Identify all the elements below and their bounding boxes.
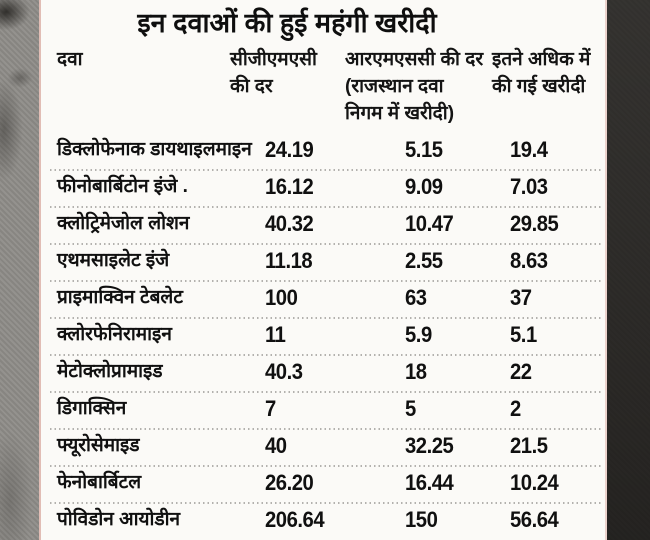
cgmsc-header-line1: सीजीएमएसी	[230, 49, 317, 70]
excess-amount-cell: 37	[510, 285, 532, 310]
table-row	[41, 210, 609, 238]
table-row	[41, 173, 609, 201]
cgmsc-rate-cell: 24.19	[265, 137, 314, 162]
rmsc-header-line1: आरएमएससी की दर	[345, 49, 484, 70]
row-separator	[50, 206, 602, 208]
price-table-card	[39, 0, 607, 540]
page-title: इन दवाओं की हुई महंगी खरीदी	[137, 8, 437, 38]
drug-name-cell: मेटोक्लोप्रामाइड	[57, 361, 163, 382]
table-row	[41, 321, 609, 349]
drug-name-cell: क्लोट्रिमेजोल लोशन	[57, 213, 190, 234]
rmsc-rate-cell: 63	[405, 285, 427, 310]
rmsc-rate-cell: 18	[405, 359, 427, 384]
background-texture-right	[607, 0, 650, 540]
drug-name-cell: डिक्लोफेनाक डायथाइलमाइन	[57, 139, 252, 160]
drug-name-cell: प्राइमाक्विन टेबलेट	[57, 287, 183, 308]
cgmsc-rate-cell: 26.20	[265, 470, 314, 495]
column-header-rmsc	[345, 46, 483, 127]
row-separator	[50, 391, 602, 393]
rmsc-rate-cell: 10.47	[405, 211, 454, 236]
column-header-drug-label: दवा	[57, 49, 83, 70]
table-row	[41, 136, 609, 164]
rmsc-rate-cell: 16.44	[405, 470, 454, 495]
table-row	[41, 284, 609, 312]
row-separator	[50, 280, 602, 282]
drug-name-cell: डिगाक्सिन	[57, 398, 127, 419]
row-separator	[50, 502, 602, 504]
row-separator	[50, 428, 602, 430]
table-row	[41, 395, 609, 423]
rmsc-rate-cell: 2.55	[405, 248, 443, 273]
excess-amount-cell: 19.4	[510, 137, 548, 162]
row-separator	[50, 465, 602, 467]
column-header-cgmsc	[230, 46, 317, 100]
column-header-drug	[57, 46, 83, 73]
cgmsc-rate-cell: 11.18	[265, 248, 313, 273]
column-header-excess	[492, 46, 590, 100]
rmsc-rate-cell: 5.9	[405, 322, 432, 347]
cgmsc-rate-cell: 40.3	[265, 359, 303, 384]
excess-amount-cell: 22	[510, 359, 532, 384]
rmsc-rate-cell: 5	[405, 396, 416, 421]
excess-header-line1: इतने अधिक में	[492, 49, 591, 70]
cgmsc-header-line2: की दर	[230, 76, 273, 97]
cgmsc-rate-cell: 7	[265, 396, 276, 421]
table-row	[41, 506, 609, 534]
excess-amount-cell: 29.85	[510, 211, 559, 236]
row-separator	[50, 243, 602, 245]
cgmsc-rate-cell: 16.12	[265, 174, 314, 199]
rmsc-rate-cell: 150	[405, 507, 438, 532]
excess-header-line2: की गई खरीदी	[492, 76, 586, 97]
background-texture-left	[0, 0, 39, 540]
excess-amount-cell: 7.03	[510, 174, 548, 199]
excess-amount-cell: 10.24	[510, 470, 559, 495]
excess-amount-cell: 2	[510, 396, 521, 421]
cgmsc-rate-cell: 100	[265, 285, 298, 310]
drug-name-cell: फेनोबार्बिटल	[57, 472, 142, 493]
drug-name-cell: एथमसाइलेट इंजे	[57, 250, 170, 271]
cgmsc-rate-cell: 206.64	[265, 507, 325, 532]
rmsc-header-line3: निगम में खरीदी)	[345, 103, 455, 124]
rmsc-rate-cell: 32.25	[405, 433, 454, 458]
rmsc-rate-cell: 9.09	[405, 174, 443, 199]
cgmsc-rate-cell: 40.32	[265, 211, 314, 236]
drug-name-cell: पोविडोन आयोडीन	[57, 509, 181, 530]
excess-amount-cell: 56.64	[510, 507, 559, 532]
table-row	[41, 432, 609, 460]
drug-name-cell: फ्यूरोसेमाइड	[57, 435, 140, 456]
row-separator	[50, 317, 602, 319]
cgmsc-rate-cell: 40	[265, 433, 287, 458]
drug-name-cell: क्लोरफेनिरामाइन	[57, 324, 172, 345]
excess-amount-cell: 8.63	[510, 248, 548, 273]
table-row	[41, 469, 609, 497]
rmsc-header-line2: (राजस्थान दवा	[345, 76, 444, 97]
row-separator	[50, 354, 602, 356]
row-separator	[50, 169, 602, 171]
table-row	[41, 247, 609, 275]
table-row	[41, 358, 609, 386]
excess-amount-cell: 5.1	[510, 322, 537, 347]
cgmsc-rate-cell: 11	[265, 322, 286, 347]
drug-name-cell: फीनोबार्बिटोन इंजे .	[57, 176, 188, 197]
rmsc-rate-cell: 5.15	[405, 137, 443, 162]
excess-amount-cell: 21.5	[510, 433, 548, 458]
